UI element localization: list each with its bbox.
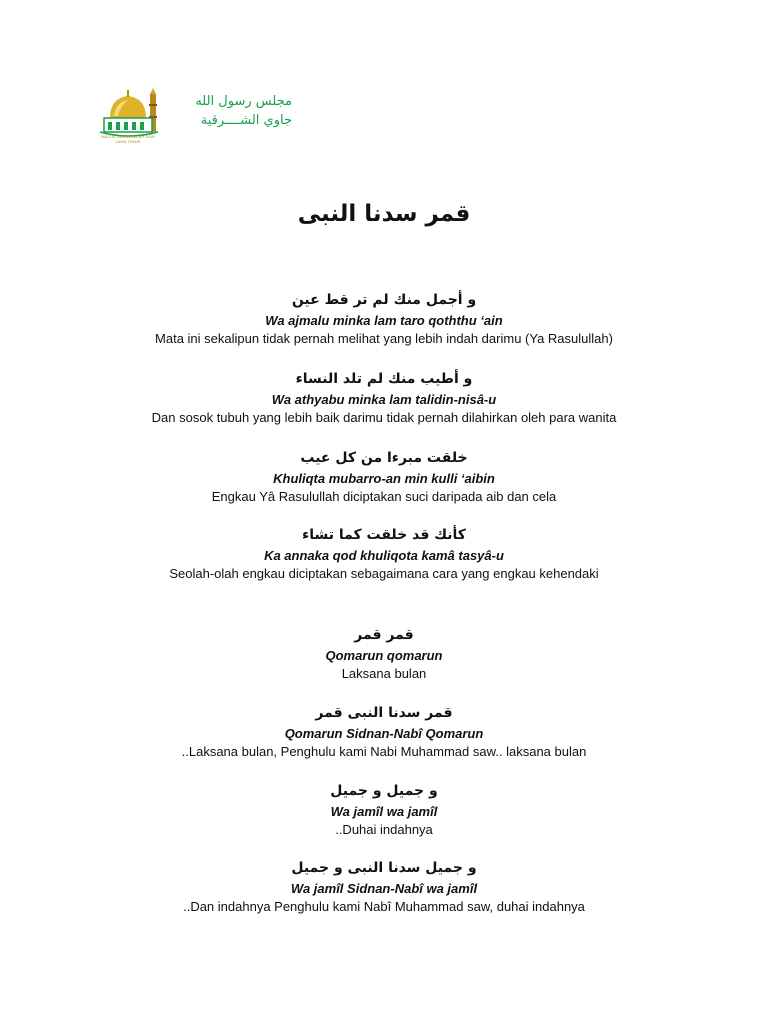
mosque-dome-icon (96, 88, 162, 138)
logo-arabic-line2: جاوي الشــــرقية (200, 113, 292, 128)
logo-subtitle-line1: MAJLIS RASULULLAH SAW (101, 134, 155, 139)
stanza (0, 369, 768, 426)
stanza-arabic: خلقت مبرءا من كل عيب (300, 450, 468, 466)
stanza-transliteration: Khuliqta mubarro-an min kulli ‘aibin (273, 471, 495, 486)
stanza (0, 448, 768, 505)
logo-subtitle (96, 134, 160, 144)
stanza-arabic: كأنك قد خلقت كما تشاء (302, 527, 466, 543)
stanza-transliteration: Qomarun qomarun (325, 648, 443, 663)
organization-logo (96, 88, 296, 144)
stanza (0, 525, 768, 582)
stanza-translation: Seolah-olah engkau diciptakan sebagaimana cara yang engkau kehendaki (169, 566, 599, 581)
stanza-transliteration: Ka annaka qod khuliqota kamâ tasyâ-u (264, 548, 504, 563)
logo-arabic-line1: مجلس رسول الله (195, 94, 292, 109)
stanza-translation: Mata ini sekalipun tidak pernah melihat yang lebih indah darimu (Ya Rasulullah) (155, 331, 613, 346)
stanza-transliteration: Qomarun Sidnan-Nabî Qomarun (284, 726, 484, 741)
page-title: قمر سدنا النبى (297, 201, 471, 227)
stanza (0, 703, 768, 760)
logo-subtitle-line2: JAWA TIMUR (115, 139, 141, 144)
stanza-transliteration: Wa athyabu minka lam talidin-nisâ-u (271, 392, 497, 407)
stanza-transliteration: Wa jamîl wa jamîl (330, 804, 438, 819)
stanza-arabic: و أطيب منك لم تلد النساء (295, 371, 473, 387)
stanza-translation: Engkau Yâ Rasulullah diciptakan suci daripada aib dan cela (211, 489, 557, 504)
stanza-arabic: قمر قمر (354, 627, 414, 643)
stanza (0, 290, 768, 347)
stanza (0, 625, 768, 682)
stanza-arabic: قمر سدنا النبى قمر (315, 705, 453, 721)
logo-arabic-text (162, 92, 292, 130)
stanza (0, 781, 768, 838)
stanza-translation: Laksana bulan (341, 666, 427, 681)
stanza-translation: ..Duhai indahnya (335, 822, 433, 837)
stanza-translation: ..Dan indahnya Penghulu kami Nabî Muhammad saw, duhai indahnya (183, 899, 585, 914)
stanza (0, 858, 768, 915)
stanza-arabic: و أجمل منك لم تر قط عين (291, 292, 477, 308)
stanza-transliteration: Wa ajmalu minka lam taro qoththu ‘ain (265, 313, 503, 328)
stanza-translation: Dan sosok tubuh yang lebih baik darimu tidak pernah dilahirkan oleh para wanita (151, 410, 617, 425)
stanza-arabic: و جميل و جميل (330, 783, 438, 799)
stanza-arabic: و جميل سدنا النبى و جميل (291, 860, 477, 876)
stanza-transliteration: Wa jamîl Sidnan-Nabî wa jamîl (290, 881, 478, 896)
stanza-translation: ..Laksana bulan, Penghulu kami Nabi Muhammad saw.. laksana bulan (181, 744, 587, 759)
